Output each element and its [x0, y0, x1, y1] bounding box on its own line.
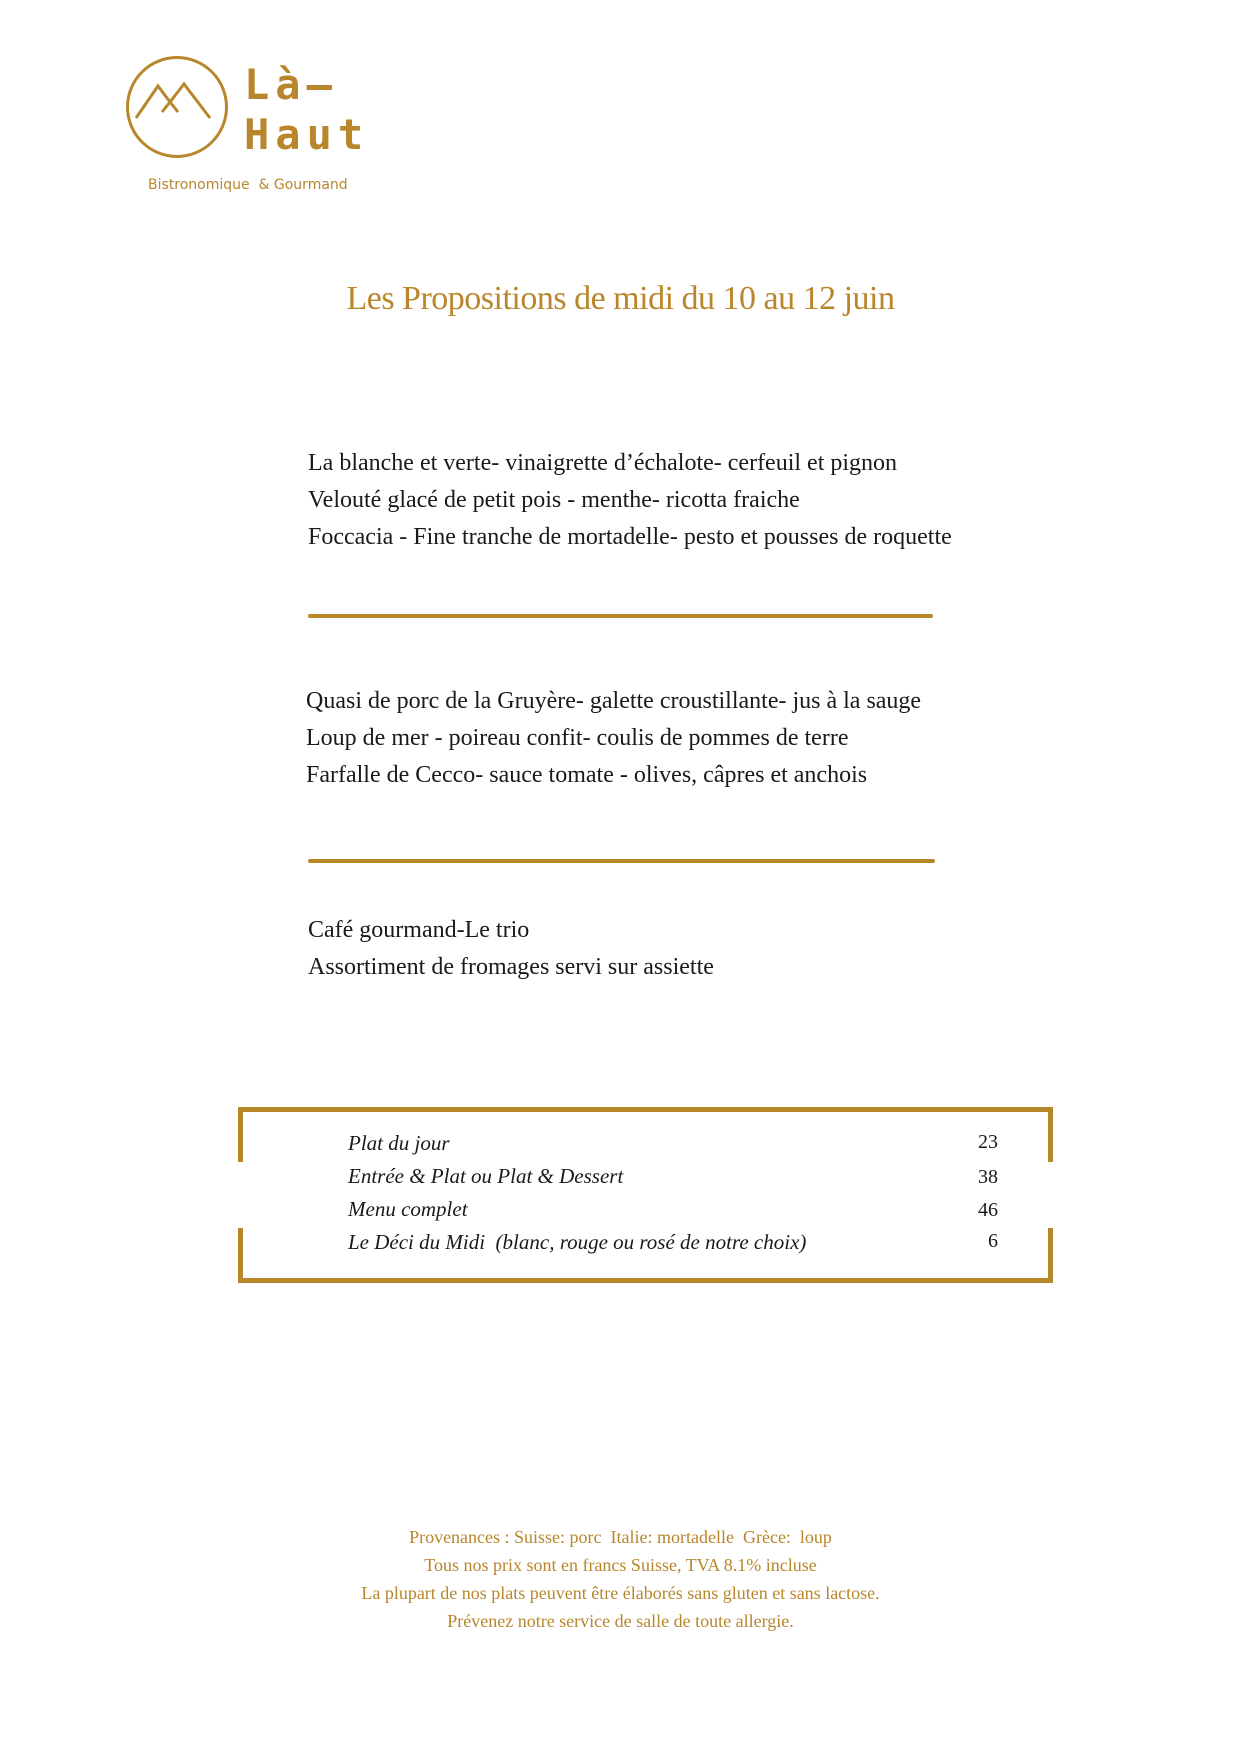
footer-notes	[0, 1523, 1241, 1635]
menu-title: Les Propositions de midi du 10 au 12 juin	[346, 280, 895, 317]
dish-item: Foccacia - Fine tranche de mortadelle- pesto et pousses de roquette	[308, 524, 952, 550]
dish-item: Velouté glacé de petit pois - menthe- ricotta fraiche	[308, 487, 800, 513]
brand-name-line1: Là—	[244, 60, 338, 109]
price-label: Entrée & Plat ou Plat & Dessert	[348, 1164, 624, 1188]
dish-item: La blanche et verte- vinaigrette d’échalote- cerfeuil et pignon	[308, 450, 898, 476]
brand-tagline: Bistronomique & Gourmand	[148, 177, 348, 193]
price-value: 38	[978, 1166, 998, 1188]
price-value: 46	[978, 1199, 998, 1221]
footer-line: Provenances : Suisse: porc Italie: mortadelle Grèce: loup	[409, 1527, 832, 1547]
dish-item: Quasi de porc de la Gruyère- galette croustillante- jus à la sauge	[306, 688, 922, 714]
plats-list	[306, 683, 921, 794]
section-divider	[308, 859, 935, 863]
footer-line: Tous nos prix sont en francs Suisse, TVA 8.1% incluse	[424, 1555, 817, 1575]
section-divider	[308, 614, 933, 618]
dish-item: Café gourmand-Le trio	[308, 917, 530, 943]
price-label: Menu complet	[348, 1197, 468, 1221]
desserts-list	[308, 912, 714, 986]
price-row	[348, 1131, 998, 1164]
price-value: 6	[988, 1230, 998, 1252]
price-label: Le Déci du Midi (blanc, rouge ou rosé de notre choix)	[348, 1230, 807, 1254]
entrees-list	[308, 445, 952, 556]
price-box	[238, 1107, 1053, 1283]
brand-name-line2: Haut	[244, 110, 370, 159]
price-row	[348, 1197, 998, 1230]
price-row	[348, 1164, 998, 1197]
price-row	[348, 1230, 998, 1263]
mountain-peaks-icon	[126, 56, 228, 158]
dish-item: Farfalle de Cecco- sauce tomate - olives, câpres et anchois	[306, 762, 868, 788]
footer-line: Prévenez notre service de salle de toute allergie.	[447, 1611, 794, 1631]
footer-line: La plupart de nos plats peuvent être élaborés sans gluten et sans lactose.	[361, 1583, 880, 1603]
dish-item: Loup de mer - poireau confit- coulis de pommes de terre	[306, 725, 849, 751]
price-value: 23	[978, 1131, 998, 1153]
brand-name	[244, 60, 369, 160]
dish-item: Assortiment de fromages servi sur assiette	[308, 954, 714, 980]
restaurant-logo	[126, 56, 370, 166]
price-label: Plat du jour	[348, 1131, 450, 1155]
